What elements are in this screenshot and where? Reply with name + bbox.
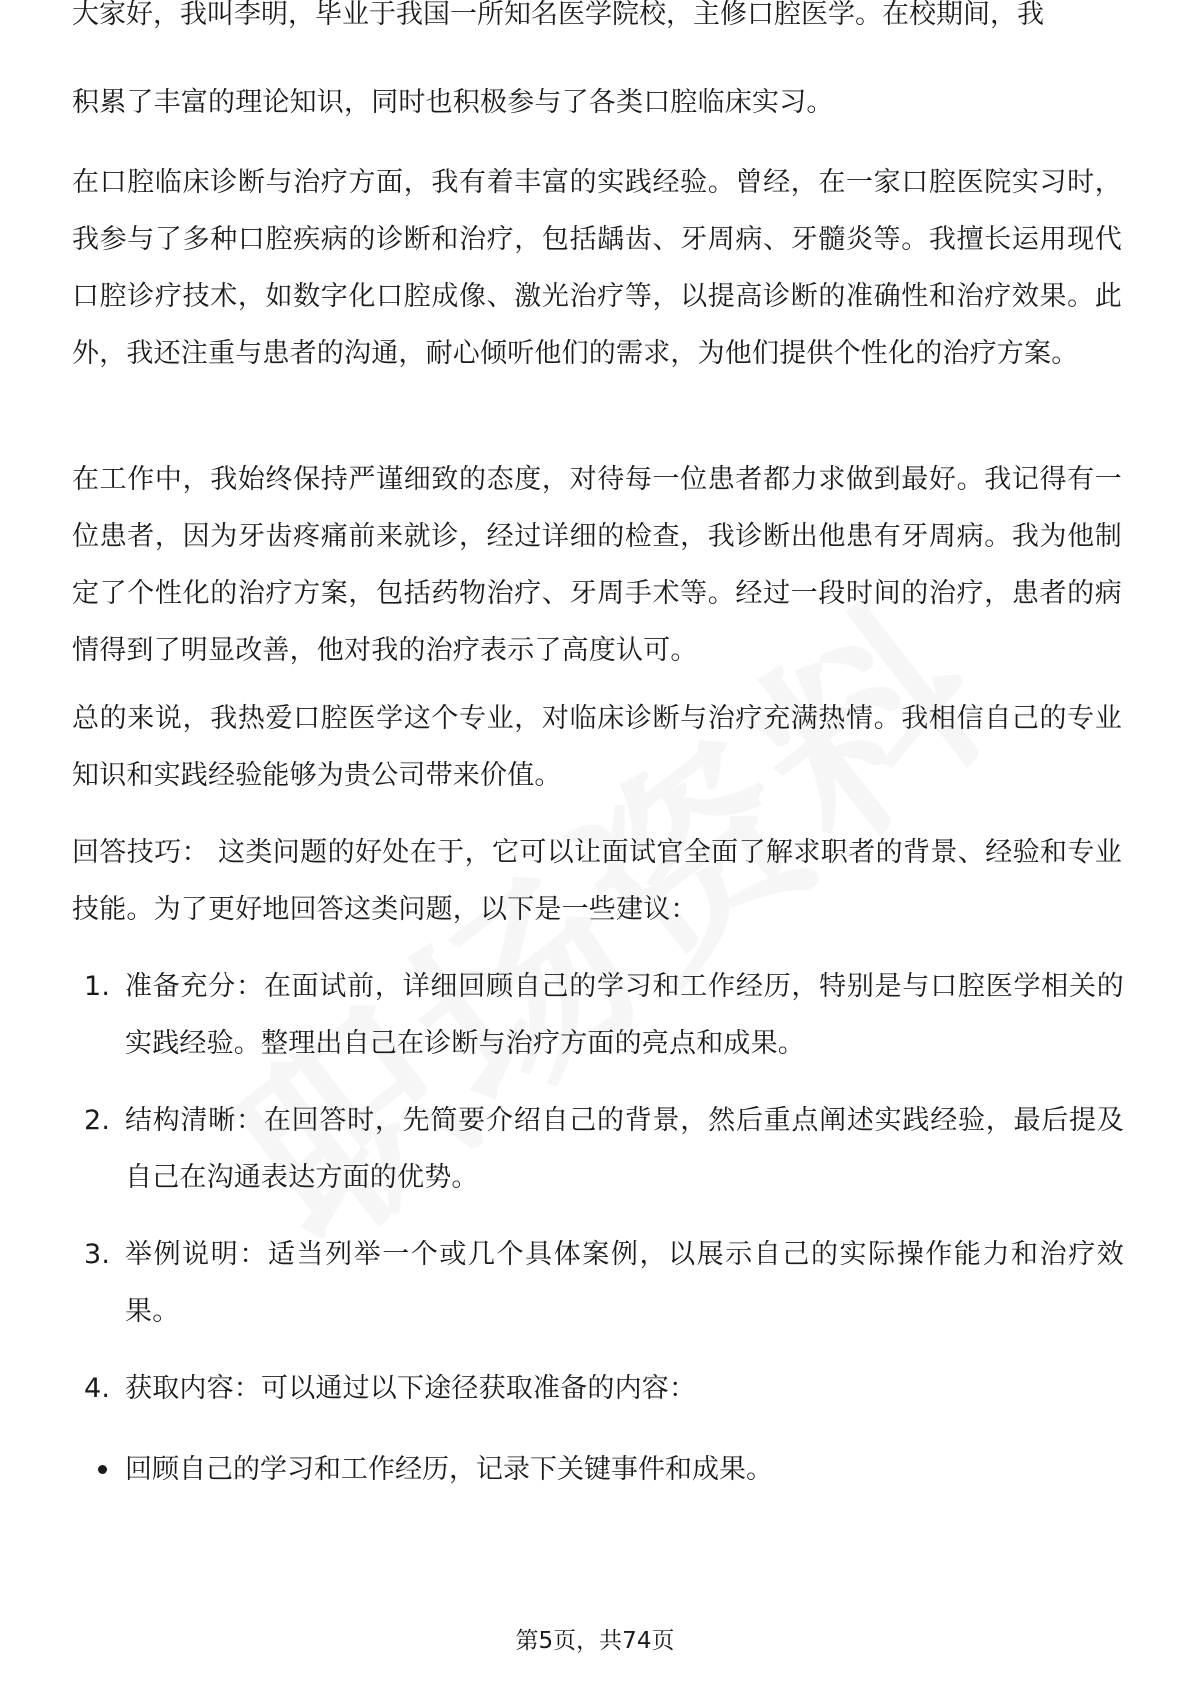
paragraph-1: 积累了丰富的理论知识，同时也积极参与了各类口腔临床实习。 [72,87,834,118]
list-number: 4. [84,1373,111,1404]
paragraph-3: 在工作中，我始终保持严谨细致的态度，对待每一位患者都力求做到最好。我记得有一位患者，因为牙齿疼痛前来就诊，经过详细的检查，我诊断出他患有牙周病。我为他制定了个性化的治疗方案，包括药物治疗、牙周手术等。经过一段时间的治疗，患者的病情得到了明显改善，他对我的治疗表示了高度认可。 [72,464,1122,666]
paragraph-4: 总的来说，我热爱口腔医学这个专业，对临床诊断与治疗充满热情。我相信自己的专业知识和实践经验能够为贵公司带来价值。 [72,703,1122,791]
bullet-item-1 [98,1441,1118,1498]
list-item-3 [84,1226,1124,1340]
page-footer: 第5页，共74页 [515,1628,675,1654]
list-text: 获取内容：可以通过以下途径获取准备的内容： [125,1373,697,1404]
list-item-1 [84,958,1124,1072]
list-number: 2. [84,1105,111,1136]
list-text: 准备充分：在面试前，详细回顾自己的学习和工作经历，特别是与口腔医学相关的实践经验。整理出自己在诊断与治疗方面的亮点和成果。 [125,971,1124,1059]
cut-off-top-line: 大家好，我叫李明，毕业于我国一所知名医学院校，主修口腔医学。在校期间，我 [72,0,1044,30]
list-item-2 [84,1092,1124,1206]
bullet-text: 回顾自己的学习和工作经历，记录下关键事件和成果。 [125,1454,773,1485]
list-number: 3. [84,1239,111,1270]
list-item-4 [84,1360,1124,1417]
paragraph-5: 回答技巧： 这类问题的好处在于，它可以让面试官全面了解求职者的背景、经验和专业技能。为了更好地回答这类问题，以下是一些建议： [72,837,1122,925]
bullet-dot-icon [98,1465,107,1474]
list-text: 结构清晰：在回答时，先简要介绍自己的背景，然后重点阐述实践经验，最后提及自己在沟通表达方面的优势。 [125,1105,1124,1193]
list-number: 1. [84,971,111,1002]
paragraph-2: 在口腔临床诊断与治疗方面，我有着丰富的实践经验。曾经，在一家口腔医院实习时，我参与了多种口腔疾病的诊断和治疗，包括龋齿、牙周病、牙髓炎等。我擅长运用现代口腔诊疗技术，如数字化口腔成像、激光治疗等，以提高诊断的准确性和治疗效果。此外，我还注重与患者的沟通，耐心倾听他们的需求，为他们提供个性化的治疗方案。 [72,167,1122,369]
list-text: 举例说明：适当列举一个或几个具体案例，以展示自己的实际操作能力和治疗效果。 [125,1239,1124,1327]
